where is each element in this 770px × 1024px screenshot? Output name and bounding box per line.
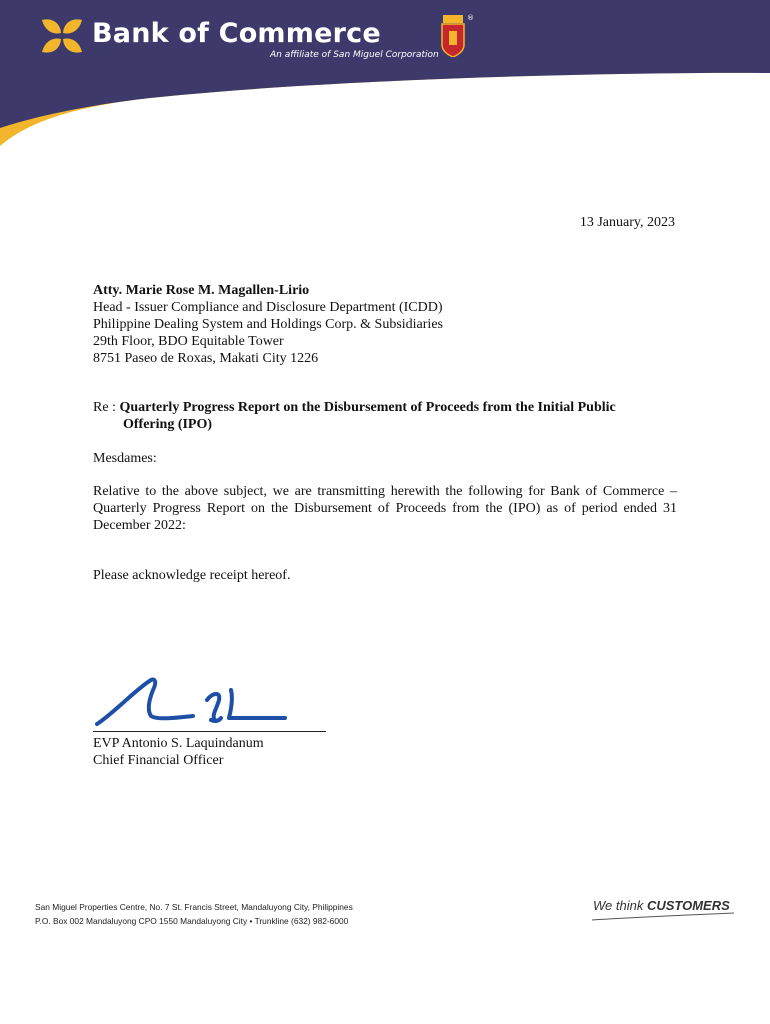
tagline-prefix: We think bbox=[593, 898, 647, 913]
body-paragraph: Relative to the above subject, we are transmitting herewith the following for Bank of Commerce – Quarterly Progress Report on the Disbursement of Proceeds from the (IPO) as of period ended 31 December 2022: bbox=[93, 484, 677, 533]
leaf-logo-icon bbox=[40, 16, 84, 56]
acknowledgement-line: Please acknowledge receipt hereof. bbox=[93, 568, 291, 583]
affiliate-tagline: An affiliate of San Miguel Corporation bbox=[270, 50, 439, 60]
recipient-company: Philippine Dealing System and Holdings Corp. & Subsidiaries bbox=[93, 317, 443, 332]
registered-mark: ® bbox=[467, 14, 474, 22]
recipient-block bbox=[93, 282, 443, 367]
bank-name: Bank of Commerce bbox=[92, 18, 381, 49]
letter-date: 13 January, 2023 bbox=[579, 215, 675, 230]
recipient-name: Atty. Marie Rose M. Magallen-Lirio bbox=[93, 283, 310, 298]
signatory-block bbox=[93, 735, 264, 769]
tagline-swoosh bbox=[590, 912, 736, 922]
recipient-address-street: 8751 Paseo de Roxas, Makati City 1226 bbox=[93, 351, 319, 366]
signatory-title: Chief Financial Officer bbox=[93, 753, 224, 768]
subject-continuation: Offering (IPO) bbox=[123, 417, 213, 432]
recipient-address-floor: 29th Floor, BDO Equitable Tower bbox=[93, 334, 284, 349]
footer-address-line2: P.O. Box 002 Mandaluyong CPO 1550 Mandaluyong City • Trunkline (632) 982-6000 bbox=[35, 916, 349, 926]
handwritten-signature bbox=[95, 672, 295, 728]
footer-tagline bbox=[593, 898, 730, 913]
subject-line bbox=[93, 399, 616, 416]
tagline-emphasis: CUSTOMERS bbox=[646, 898, 730, 913]
letterhead-banner bbox=[0, 0, 770, 150]
subject-prefix: Re : bbox=[93, 400, 120, 415]
signature-line bbox=[93, 731, 326, 732]
recipient-title: Head - Issuer Compliance and Disclosure Department (ICDD) bbox=[93, 300, 443, 315]
subject-text: Quarterly Progress Report on the Disbursement of Proceeds from the Initial Public bbox=[119, 400, 616, 415]
footer-address-line1: San Miguel Properties Centre, No. 7 St. Francis Street, Mandaluyong City, Philippines bbox=[35, 902, 353, 912]
salutation: Mesdames: bbox=[93, 451, 157, 466]
signatory-name: EVP Antonio S. Laquindanum bbox=[93, 736, 264, 751]
footer-address bbox=[35, 900, 353, 928]
san-miguel-crest-icon bbox=[438, 15, 468, 57]
